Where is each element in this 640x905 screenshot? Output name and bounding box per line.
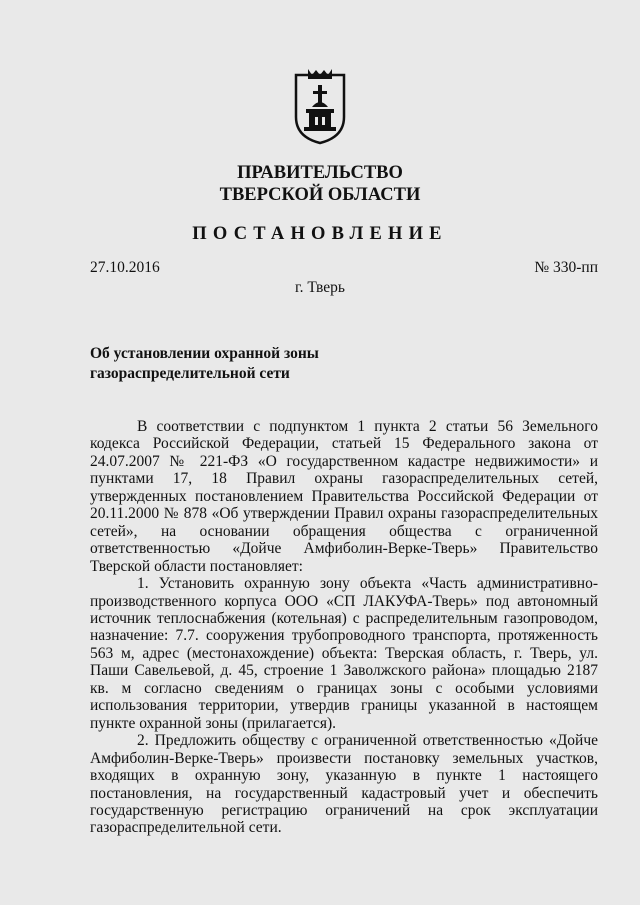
- subject-line: Об установлении охранной зоны: [90, 345, 319, 362]
- document-type-heading: ПОСТАНОВЛЕНИЕ: [192, 224, 448, 244]
- government-title: ПРАВИТЕЛЬСТВО: [237, 163, 403, 183]
- coat-of-arms-emblem: [292, 67, 348, 145]
- region-title: ТВЕРСКОЙ ОБЛАСТИ: [219, 185, 421, 205]
- document-subject: [90, 344, 319, 384]
- document-number: № 330-пп: [534, 259, 598, 276]
- document-city: г. Тверь: [295, 279, 345, 296]
- document-body: [90, 418, 598, 837]
- preamble-paragraph: В соответствии с подпунктом 1 пункта 2 статьи 56 Земельного кодекса Российской Федерации, статьей 15 Федерального закона от 24.07.2007 № 221-ФЗ «О государственном кадастре недвижимости» и пунктами 17, 18 Правил охраны газораспределительных сетей, утвержденных постановлением Правительства Российской Федерации от 20.11.2000 № 878 «Об утверждении Правил охраны газораспределительных сетей», на основании обращения общества с ограниченной ответственностью «Дойче Амфиболин-Верке-Тверь» Правительство Тверской области постановляет:: [90, 418, 598, 575]
- clause-1-paragraph: 1. Установить охранную зону объекта «Часть административно-производственного корпуса ООО «СП ЛАКУФА-Тверь» под автономный источник теплоснабжения (котельная) с распределительным газопроводом, назначение: 7.7. сооружения трубопроводного транспорта, протяженность 563 м, адрес (местонахождение) объекта: Тверская область, г. Тверь, ул. Паши Савельевой, д. 45, строение 1 Заволжского района» площадью 2187 кв. м согласно сведениям о границах зоны с особыми условиями использования территории, утвердив границы указанной в настоящем пункте охранной зоны (прилагается).: [90, 575, 598, 732]
- clause-2-paragraph: 2. Предложить обществу с ограниченной ответственностью «Дойче Амфиболин-Верке-Тверь» произвести постановку земельных участков, входящих в охранную зону, указанную в пункте 1 настоящего постановления, на государственный кадастровый учет и обеспечить государственную регистрацию ограничений на срок эксплуатации газораспределительной сети.: [90, 732, 598, 837]
- subject-line: газораспределительной сети: [90, 365, 290, 382]
- document-date: 27.10.2016: [90, 259, 160, 276]
